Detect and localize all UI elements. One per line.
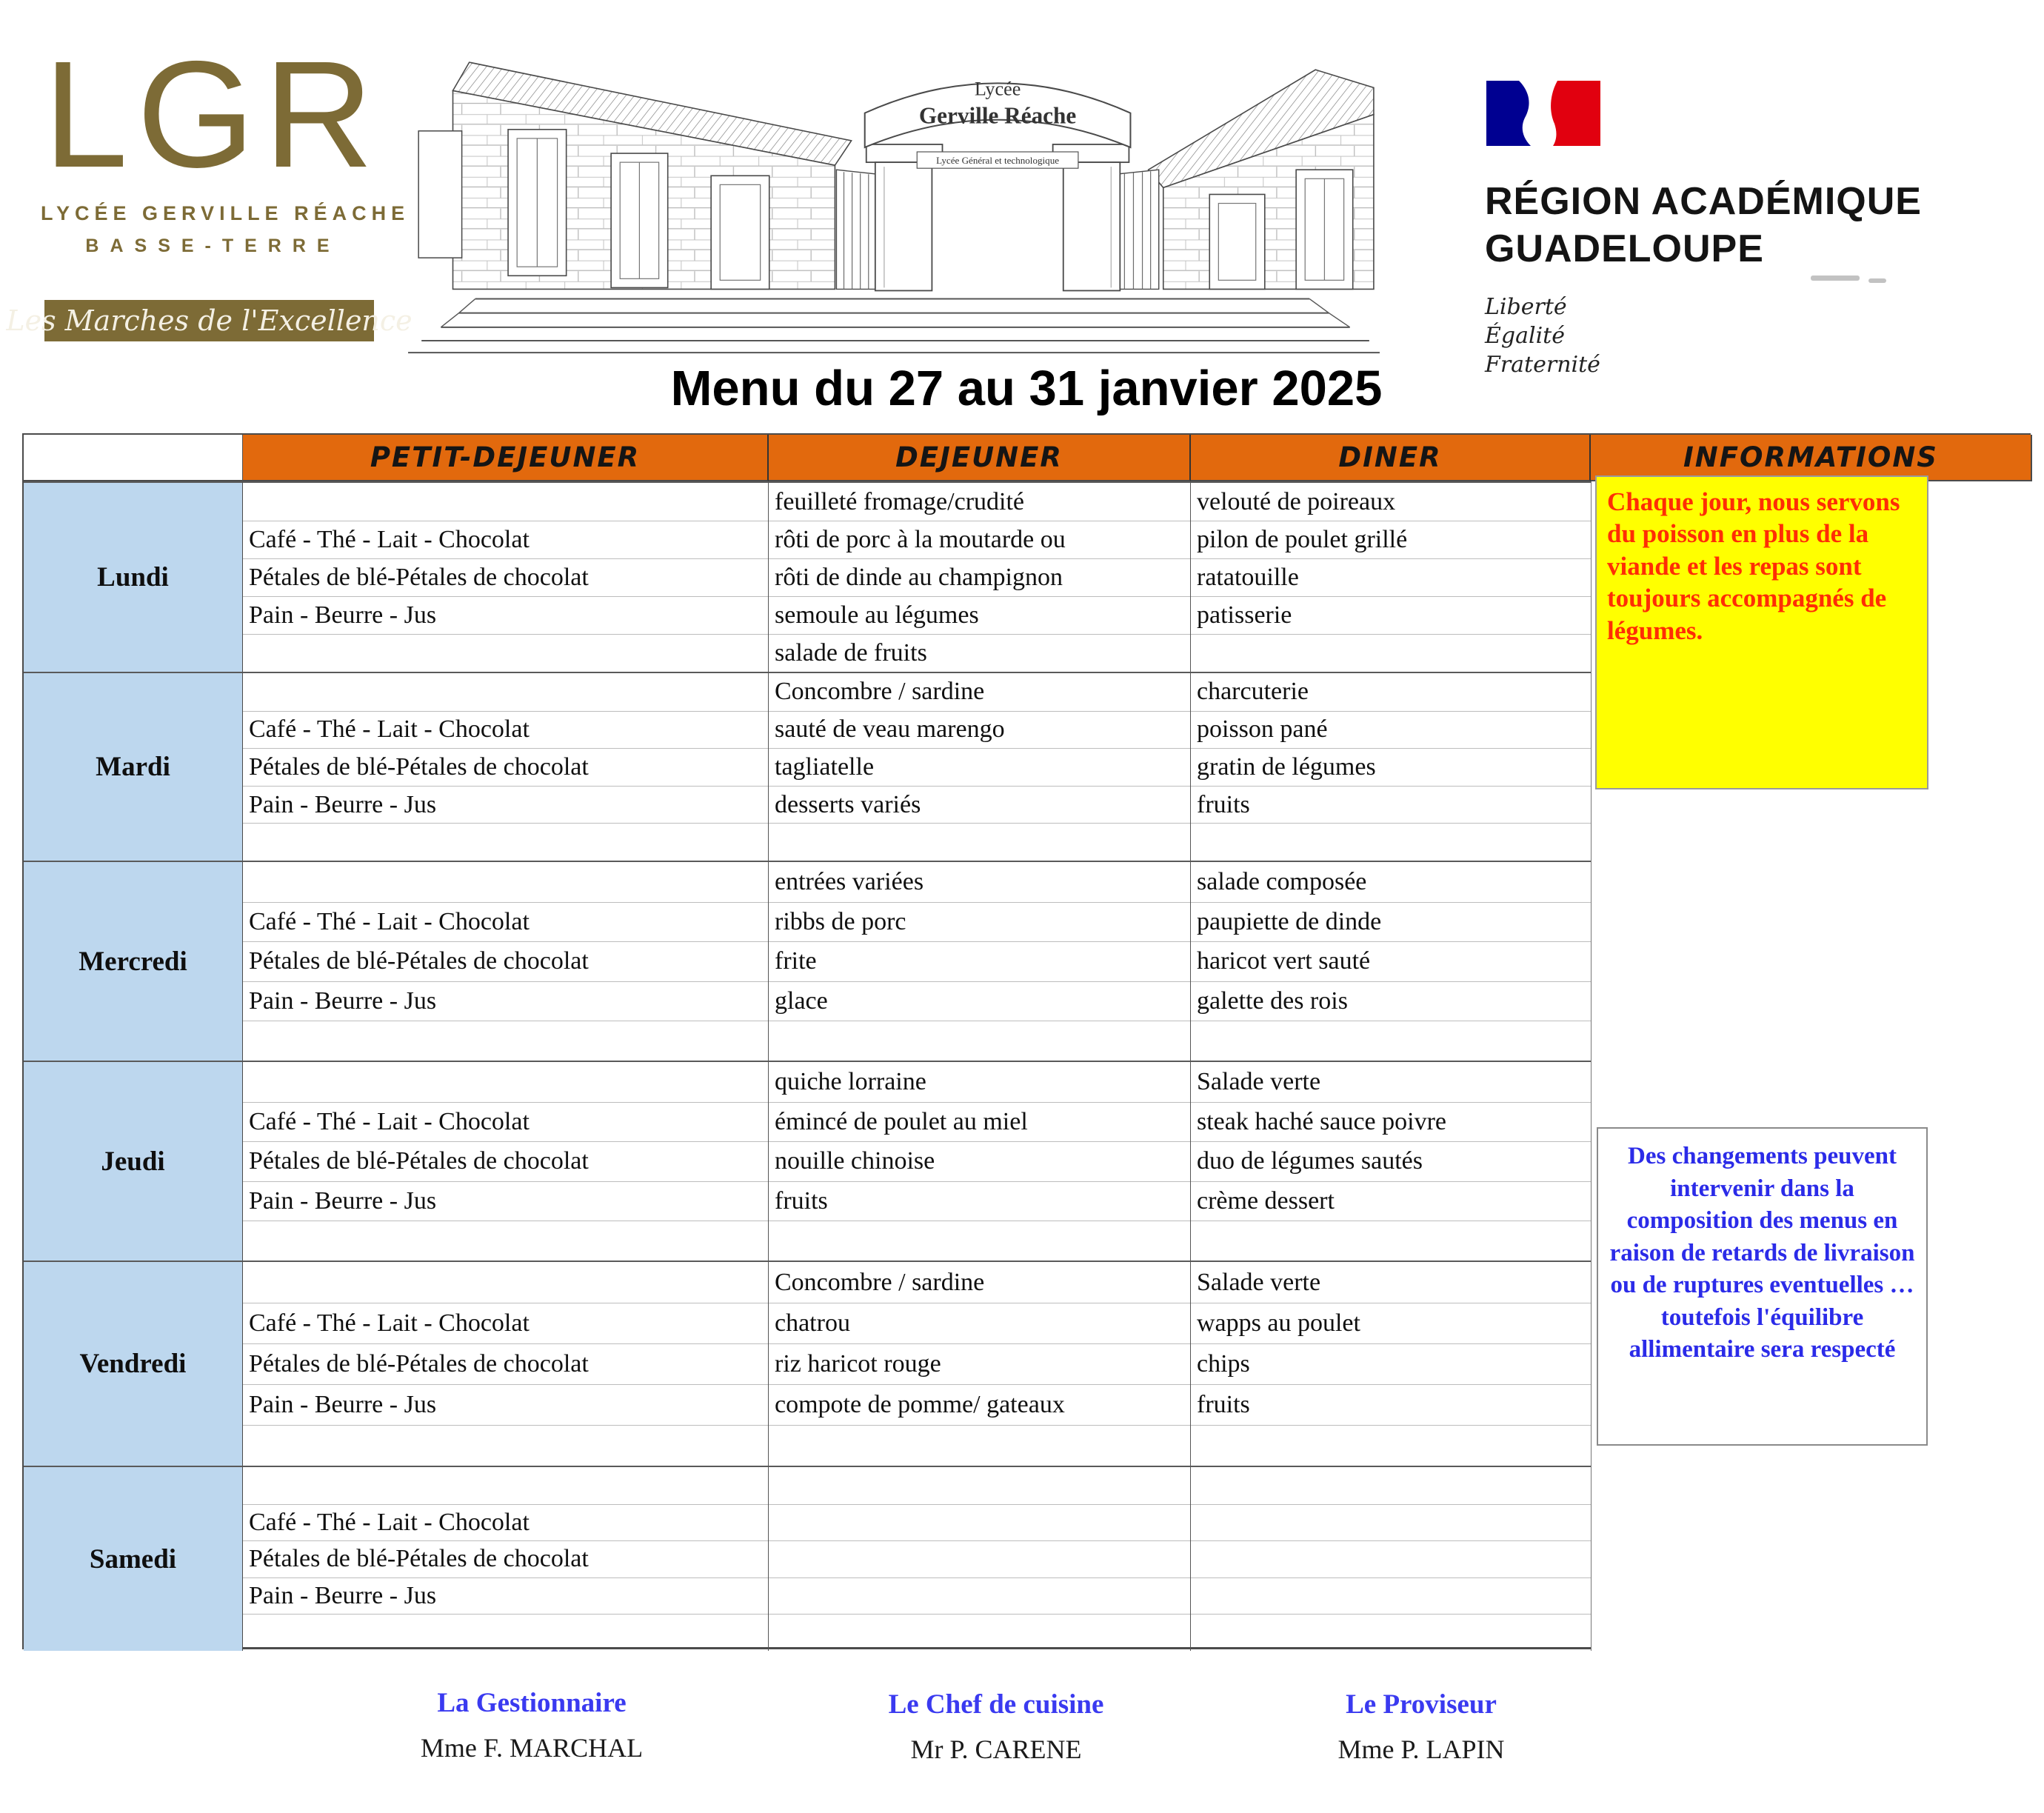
day-cell-mercredi: Mercredi: [24, 861, 243, 1061]
diner-lundi: [1191, 481, 1591, 672]
menu-item: [769, 1540, 1190, 1577]
menu-item: salade de fruits: [769, 634, 1190, 672]
menu-item: entrées variées: [775, 867, 924, 895]
menu-item: Pain - Beurre - Jus: [243, 1577, 768, 1615]
menu-item: émincé de poulet au miel: [769, 1102, 1190, 1142]
menu-item: Salade verte: [1197, 1067, 1321, 1095]
dejeuner-samedi: [769, 1466, 1191, 1651]
menu-item: [769, 1425, 1190, 1466]
menu-item: rôti de dinde au champignon: [769, 558, 1190, 596]
petit-dejeuner-jeudi: [243, 1061, 769, 1261]
menu-item: sauté de veau marengo: [769, 711, 1190, 749]
menu-item: Café - Thé - Lait - Chocolat: [243, 1504, 768, 1541]
menu-item: [769, 1221, 1190, 1261]
menu-item: velouté de poireaux: [1197, 487, 1396, 515]
motto-liberte: Liberté: [1485, 294, 1567, 320]
school-building-sketch: [404, 41, 1381, 355]
menu-item: nouille chinoise: [769, 1141, 1190, 1181]
motto-fraternite: Fraternité: [1485, 352, 1600, 378]
menu-item: [1191, 1540, 1591, 1577]
menu-item: riz haricot rouge: [769, 1343, 1190, 1384]
signature-name: Mme P. LAPIN: [1337, 1734, 1505, 1764]
menu-item: Café - Thé - Lait - Chocolat: [243, 521, 768, 558]
menu-item: compote de pomme/ gateaux: [769, 1384, 1190, 1425]
academy-logo: [1485, 78, 1944, 379]
academy-title-line1: RÉGION ACADÉMIQUE: [1485, 180, 1922, 223]
menu-item: [243, 673, 768, 711]
menu-item: [243, 1425, 768, 1466]
menu-item: chips: [1191, 1343, 1591, 1384]
dejeuner-lundi: [769, 481, 1191, 672]
menu-item: crème dessert: [1191, 1181, 1591, 1221]
french-flag-marianne-icon: [1485, 78, 1602, 149]
menu-item: [1191, 1577, 1591, 1615]
menu-item: [243, 483, 768, 521]
menu-item: [1191, 634, 1591, 672]
lgr-city: BASSE-TERRE: [85, 236, 341, 256]
lgr-logo: [6, 30, 413, 352]
menu-item: salade composée: [1197, 867, 1367, 895]
menu-item: chatrou: [769, 1303, 1190, 1343]
menu-item: galette des rois: [1191, 981, 1591, 1021]
menu-item: [243, 1062, 768, 1102]
menu-item: [769, 1021, 1190, 1061]
arch-text-line2: Gerville Réache: [918, 102, 1077, 129]
menu-item: Pétales de blé-Pétales de chocolat: [243, 1141, 768, 1181]
menu-item: [243, 823, 768, 861]
header-diner: DINER: [1191, 435, 1591, 481]
signature-proviseur: [1229, 1689, 1614, 1765]
menu-item: Pétales de blé-Pétales de chocolat: [243, 748, 768, 786]
header-petit-dejeuner: PETIT-DEJEUNER: [243, 435, 769, 481]
lgr-motto-banner: [6, 300, 413, 341]
day-cell-jeudi: Jeudi: [24, 1061, 243, 1261]
menu-item: Pétales de blé-Pétales de chocolat: [243, 941, 768, 981]
day-cell-vendredi: Vendredi: [24, 1261, 243, 1466]
menu-item: frite: [769, 941, 1190, 981]
signature-gestionnaire: [339, 1687, 724, 1763]
info-box-changes: Des changements peuvent intervenir dans la composition des menus en raison de retards de livraison ou de ruptures eventuelles … toutefois l'équilibre allimentaire sera respecté: [1597, 1127, 1928, 1446]
menu-item: fruits: [769, 1181, 1190, 1221]
menu-item: [1191, 1504, 1591, 1541]
menu-item: fruits: [1191, 1384, 1591, 1425]
diner-mardi: [1191, 672, 1591, 861]
menu-item: gratin de légumes: [1191, 748, 1591, 786]
page-title: Menu du 27 au 31 janvier 2025: [670, 361, 1383, 416]
menu-item: Pétales de blé-Pétales de chocolat: [243, 1540, 768, 1577]
day-cell-lundi: Lundi: [24, 481, 243, 672]
menu-item: glace: [769, 981, 1190, 1021]
menu-item: desserts variés: [769, 786, 1190, 824]
menu-item: [769, 1577, 1190, 1615]
menu-item: Pain - Beurre - Jus: [243, 596, 768, 634]
menu-item: Café - Thé - Lait - Chocolat: [243, 1102, 768, 1142]
menu-item: [243, 634, 768, 672]
signature-role: Le Proviseur: [1346, 1689, 1497, 1720]
menu-item: [1191, 1425, 1591, 1466]
menu-item: [769, 823, 1190, 861]
menu-item: Pain - Beurre - Jus: [243, 786, 768, 824]
menu-item: rôti de porc à la moutarde ou: [769, 521, 1190, 558]
diner-vendredi: [1191, 1261, 1591, 1466]
menu-item: Pain - Beurre - Jus: [243, 1181, 768, 1221]
diner-mercredi: [1191, 861, 1591, 1061]
menu-item: [769, 1504, 1190, 1541]
smudge-artifact-1: [1811, 276, 1860, 281]
menu-item: [243, 1221, 768, 1261]
menu-item: charcuterie: [1197, 678, 1309, 706]
menu-item: [769, 1614, 1190, 1651]
lgr-motto-text: Les Marches de l'Excellence: [6, 304, 413, 337]
menu-item: Salade verte: [1197, 1268, 1321, 1296]
signature-role: La Gestionnaire: [437, 1688, 627, 1718]
menu-item: [1191, 1614, 1591, 1651]
menu-item: semoule au légumes: [769, 596, 1190, 634]
menu-item: [243, 1467, 768, 1504]
diner-samedi: [1191, 1466, 1591, 1651]
menu-item: [243, 862, 768, 902]
menu-item: [243, 1262, 768, 1303]
menu-item: steak haché sauce poivre: [1191, 1102, 1591, 1142]
arch-subtitle: Lycée Général et technologique: [936, 155, 1060, 167]
petit-dejeuner-lundi: [243, 481, 769, 672]
dejeuner-jeudi: [769, 1061, 1191, 1261]
menu-item: [1191, 1467, 1591, 1504]
menu-item: [1191, 1221, 1591, 1261]
menu-item: Pain - Beurre - Jus: [243, 1384, 768, 1425]
menu-item: [769, 1467, 1190, 1504]
petit-dejeuner-mardi: [243, 672, 769, 861]
menu-item: haricot vert sauté: [1191, 941, 1591, 981]
menu-item: [1191, 823, 1591, 861]
petit-dejeuner-vendredi: [243, 1261, 769, 1466]
menu-item: poisson pané: [1191, 711, 1591, 749]
diner-jeudi: [1191, 1061, 1591, 1261]
menu-item: duo de légumes sautés: [1191, 1141, 1591, 1181]
academy-title-line2: GUADELOUPE: [1485, 227, 1764, 270]
signature-name: Mr P. CARENE: [910, 1734, 1082, 1764]
menu-item: patisserie: [1191, 596, 1591, 634]
info-box-daily-fish: Chaque jour, nous servons du poisson en plus de la viande et les repas sont toujours accompagnés de légumes.: [1595, 475, 1928, 789]
menu-item: wapps au poulet: [1191, 1303, 1591, 1343]
menu-item: ribbs de porc: [769, 902, 1190, 942]
menu-item: paupiette de dinde: [1191, 902, 1591, 942]
signature-role: Le Chef de cuisine: [888, 1689, 1104, 1720]
header-informations: INFORMATIONS: [1591, 435, 2032, 481]
smudge-artifact-2: [1868, 278, 1886, 283]
lgr-acronym-text: LGR: [43, 30, 383, 199]
signature-name: Mme F. MARCHAL: [420, 1733, 644, 1763]
menu-item: [243, 1021, 768, 1061]
day-cell-mardi: Mardi: [24, 672, 243, 861]
motto-egalite: Égalité: [1485, 323, 1565, 349]
menu-item: Café - Thé - Lait - Chocolat: [243, 902, 768, 942]
menu-item: [1191, 1021, 1591, 1061]
header-dejeuner: DEJEUNER: [769, 435, 1191, 481]
arch-text-line1: Lycée: [974, 78, 1021, 100]
menu-table: [22, 433, 2031, 1649]
dejeuner-mercredi: [769, 861, 1191, 1061]
menu-item: Concombre / sardine: [775, 1268, 985, 1296]
menu-item: Café - Thé - Lait - Chocolat: [243, 1303, 768, 1343]
dejeuner-mardi: [769, 672, 1191, 861]
menu-item: Concombre / sardine: [775, 678, 985, 706]
menu-item: Pain - Beurre - Jus: [243, 981, 768, 1021]
menu-item: fruits: [1191, 786, 1591, 824]
menu-item: Café - Thé - Lait - Chocolat: [243, 711, 768, 749]
petit-dejeuner-mercredi: [243, 861, 769, 1061]
menu-item: pilon de poulet grillé: [1191, 521, 1591, 558]
menu-item: ratatouille: [1191, 558, 1591, 596]
menu-item: quiche lorraine: [775, 1067, 926, 1095]
day-cell-samedi: Samedi: [24, 1466, 243, 1651]
signature-chef-cuisine: [804, 1689, 1189, 1765]
menu-item: Pétales de blé-Pétales de chocolat: [243, 1343, 768, 1384]
dejeuner-vendredi: [769, 1261, 1191, 1466]
lgr-school-name: LYCÉE GERVILLE RÉACHE: [41, 202, 410, 224]
informations-cell: [1591, 481, 2032, 1651]
header-corner-cell: [24, 435, 243, 481]
petit-dejeuner-samedi: [243, 1466, 769, 1651]
menu-item: tagliatelle: [769, 748, 1190, 786]
menu-item: Pétales de blé-Pétales de chocolat: [243, 558, 768, 596]
menu-item: [243, 1614, 768, 1651]
menu-item: feuilleté fromage/crudité: [775, 487, 1024, 515]
